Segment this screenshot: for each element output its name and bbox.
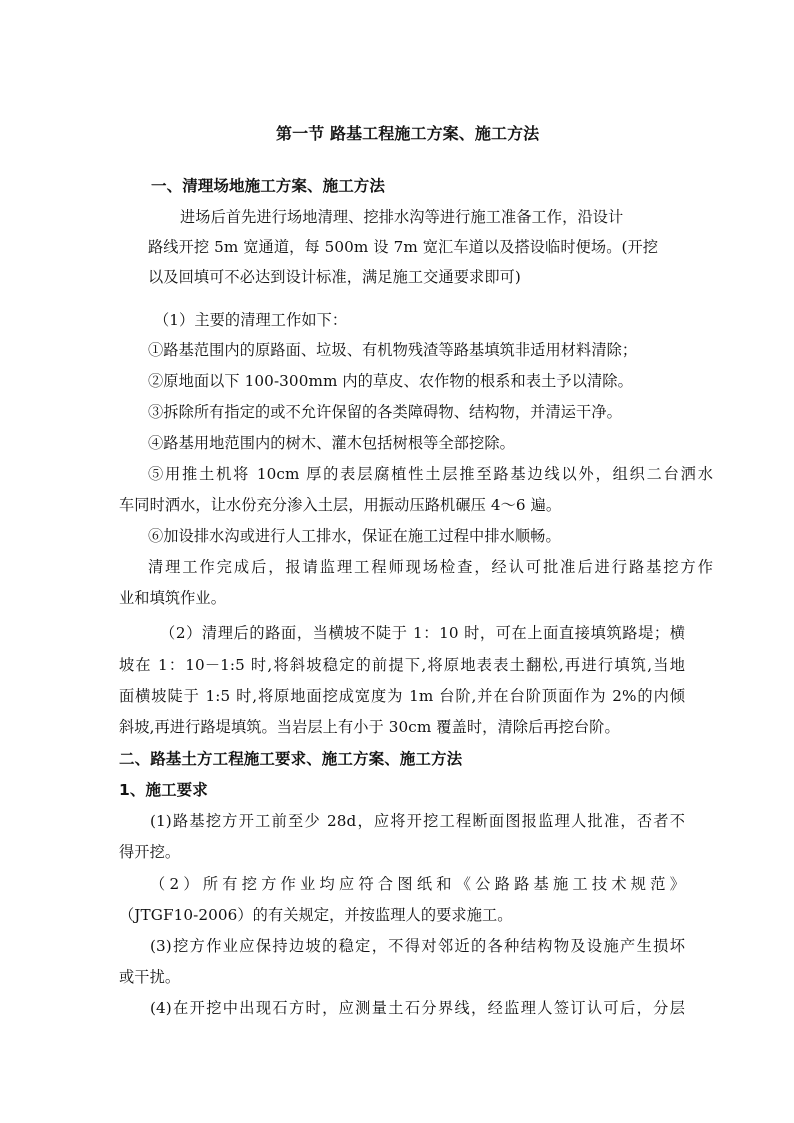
section-1-intro-line-2: 路线开挖 5m 宽通道，每 500m 设 7m 宽汇车道以及搭设临时便场。(开挖 [148,238,659,256]
slope-paragraph-line-1: （2）清理后的路面，当横坡不陡于 1：10 时，可在上面直接填筑路堤；横 [160,624,685,642]
cleanup-item-4: ④路基用地范围内的树木、灌木包括树根等全部挖除。 [148,434,515,452]
requirement-3-line-2: 或干扰。 [119,968,181,986]
completion-line-1: 清理工作完成后，报请监理工程师现场检查，经认可批准后进行路基挖方作 [148,558,713,576]
cleanup-item-5-line-1: ⑤用推土机将 10cm 厚的表层腐植性土层推至路基边线以外，组织二台洒水 [148,465,713,483]
slope-paragraph-line-2: 坡在 1：10－1:5 时,将斜坡稳定的前提下,将原地表表土翻松,再进行填筑,当地 [119,656,685,674]
cleanup-item-3: ③拆除所有指定的或不允许保留的各类障碍物、结构物，并清运干净。 [148,403,622,421]
slope-paragraph-line-4: 斜坡,再进行路堤填筑。当岩层上有小于 30cm 覆盖时，清除后再挖台阶。 [119,718,620,736]
cleanup-list-title: （1）主要的清理工作如下： [154,311,348,329]
cleanup-item-5-line-2: 车同时洒水，让水份充分渗入土层，用振动压路机碾压 4～6 遍。 [119,496,562,514]
cleanup-item-1: ①路基范围内的原路面、垃圾、有机物残渣等路基填筑非适用材料清除； [148,341,638,359]
section-1-heading: 一、清理场地施工方案、施工方法 [151,177,386,195]
slope-paragraph-line-3: 面横坡陡于 1:5 时,将原地面挖成宽度为 1m 台阶,并在台阶顶面作为 2%的内倾 [119,687,685,705]
requirement-1-line-2: 得开挖。 [119,843,181,861]
page-title: 第一节 路基工程施工方案、施工方法 [276,124,540,143]
requirement-1-line-1: (1)路基挖方开工前至少 28d，应将开挖工程断面图报监理人批准，否者不 [150,812,685,830]
cleanup-item-6: ⑥加设排水沟或进行人工排水，保证在施工过程中排水顺畅。 [148,527,561,545]
construction-requirements-heading: 1、施工要求 [119,781,208,799]
completion-line-2: 业和填筑作业。 [119,589,227,607]
requirement-3-line-1: (3)挖方作业应保持边坡的稳定，不得对邻近的各种结构物及设施产生损坏 [150,937,685,955]
section-2-heading: 二、路基土方工程施工要求、施工方案、施工方法 [119,750,463,768]
requirement-2-line-2: （JTGF10-2006）的有关规定，并按监理人的要求施工。 [119,906,513,924]
section-1-intro-line-1: 进场后首先进行场地清理、挖排水沟等进行施工准备工作，沿设计 [180,208,624,226]
section-1-intro-line-3: 以及回填可不必达到设计标准，满足施工交通要求即可) [148,268,521,286]
cleanup-item-2: ②原地面以下 100-300mm 内的草皮、农作物的根系和表土予以清除。 [148,372,633,390]
requirement-4-line-1: (4)在开挖中出现石方时，应测量土石分界线，经监理人签订认可后，分层 [150,999,685,1017]
requirement-2-line-1: （2）所有挖方作业均应符合图纸和《公路路基施工技术规范》 [150,875,685,893]
